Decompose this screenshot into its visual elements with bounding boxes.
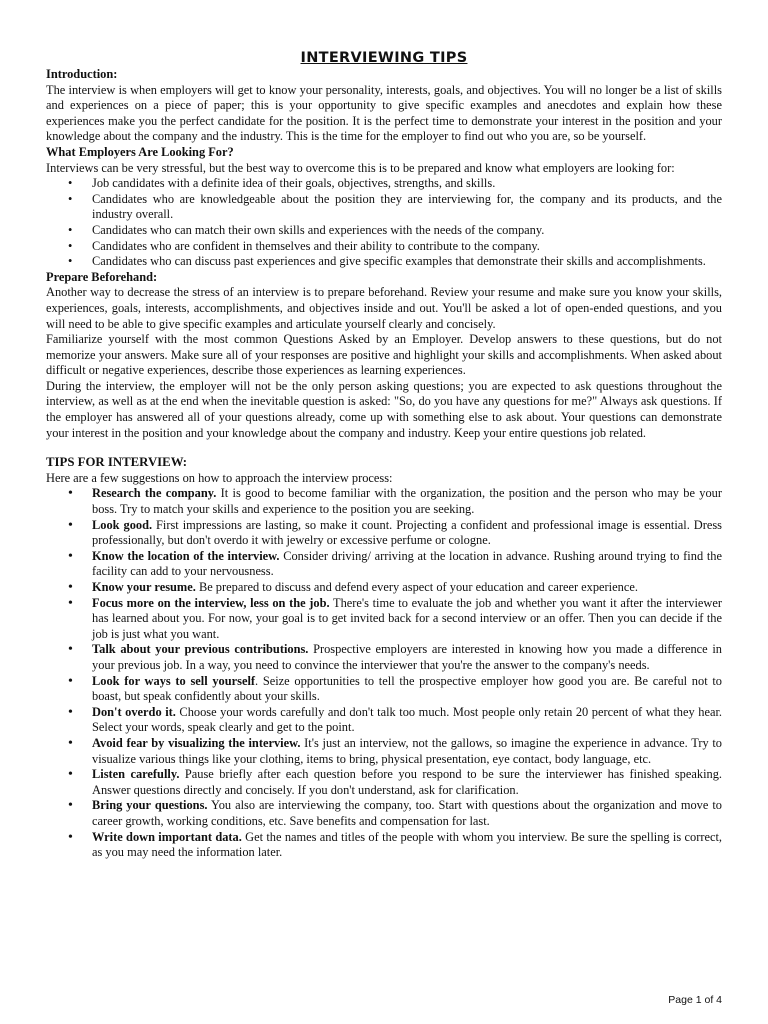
tip-item: [46, 580, 722, 596]
prepare-paragraph: Another way to decrease the stress of an interview is to prepare beforehand. Review your resume and make sure you know your skills, experiences, goals, interests, accomplishments, and objectives inside and out. You'll be asked a lot of open-ended questions, and you will need to be able to give specific examples and articulate yourself clearly and concisely.: [46, 285, 722, 331]
tip-text: First impressions are lasting, so make it count. Projecting a confident and professional image is essential. Dress professionally, but don't overdo it with jewelry or excessive perfume or cologne.: [92, 517, 722, 548]
tip-text: It's just an interview, not the gallows, so imagine the experience in advance. Try to visualize various things like your clothing, items to bring, physical presentation, eye contact, body language, etc.: [92, 735, 723, 766]
employers-paragraph: Interviews can be very stressful, but the best way to overcome this is to be prepared and know what employers are looking for:: [46, 160, 675, 175]
tip-term: Look good.: [92, 517, 153, 532]
tips-heading: TIPS FOR INTERVIEW:: [46, 455, 188, 470]
list-item: • Candidates who are confident in themselves and their ability to contribute to the company.: [46, 239, 722, 255]
page-title: INTERVIEWING TIPS: [300, 50, 468, 66]
prepare-paragraph: During the interview, the employer will not be the only person asking questions; you are expected to ask questions throughout the interview, as well as at the end when the inevitable question is asked: "So, do you have any questions for me?" Always ask questions. If the employer has answered all of your questions already, come up with something else to ask about. Your questions can demonstrate your interest in the position and your knowledge about the company and industry. Keep your entire questions job related.: [46, 378, 722, 440]
tip-text: There's time to evaluate the job and whether you want it after the interviewer has learned about you. For now, your goal is to get invited back for a second interview or an offer. Then you can decide if the job is just what you want.: [92, 595, 722, 641]
tip-item: [46, 549, 722, 580]
tip-item: [46, 830, 722, 861]
tip-item: [46, 596, 722, 643]
tip-text: It is good to become familiar with the organization, the position and the person who may be your boss. Try to match your skills and experience to the position you are seeking.: [92, 486, 722, 517]
tips-intro: Here are a few suggestions on how to approach the interview process:: [46, 470, 393, 485]
tip-item: [46, 518, 722, 549]
tip-text: Choose your words carefully and don't talk too much. Most people only retain 20 percent of what they hear. Select your words, speak clearly and get to the point.: [92, 704, 722, 735]
tip-term: Look for ways to sell yourself: [92, 673, 256, 688]
tip-term: Know the location of the interview.: [92, 548, 280, 563]
tip-item: [46, 486, 722, 517]
prepare-paragraph: Familiarize yourself with the most common Questions Asked by an Employer. Develop answers to these questions, but do not memorize your answers. Make sure all of your responses are positive and highlight your skills and accomplishments. When asked about difficult or negative experiences, describe those experiences as learning experiences.: [46, 332, 722, 378]
tip-text: Get the names and titles of the people with whom you interview. Be sure the spelling is correct, as you may need the information later.: [92, 829, 722, 860]
document-body: [46, 50, 722, 861]
tips-list: [46, 486, 722, 860]
intro-heading: Introduction:: [46, 67, 118, 81]
tip-item: [46, 642, 722, 673]
tip-term: Write down important data.: [92, 829, 242, 844]
tip-item: [46, 767, 722, 798]
page-number: Page 1 of 4: [668, 994, 722, 1006]
list-item: • Job candidates with a definite idea of their goals, objectives, strengths, and skills.: [46, 176, 722, 192]
tip-term: Focus more on the interview, less on the job.: [92, 595, 330, 610]
tip-text: Be prepared to discuss and defend every aspect of your education and career experience.: [195, 580, 638, 594]
employers-heading: What Employers Are Looking For?: [46, 144, 234, 159]
list-item: • Candidates who are knowledgeable about the position they are interviewing for, the company and its products, and the industry overall.: [46, 192, 722, 223]
tip-item: [46, 798, 722, 829]
tip-term: Research the company.: [92, 486, 217, 501]
tip-term: Avoid fear by visualizing the interview.: [92, 735, 301, 750]
tip-text: Pause briefly after each question before you respond to be sure the interviewer has finished speaking. Answer questions directly and concisely. If you don't understand, ask for clarification.: [92, 767, 722, 797]
tip-text: Consider driving/ arriving at the location in advance. Rushing around trying to find the facility can add to your nervousness.: [92, 548, 722, 579]
tip-item: [46, 736, 722, 767]
tip-text: Prospective employers are interested in knowing how you made a difference in your previous job. In a way, you need to convince the interviewer that you're the answer to the company's needs.: [92, 642, 722, 672]
list-item: • Candidates who can discuss past experiences and give specific examples that demonstrate their skills and accomplishments.: [46, 254, 722, 270]
tip-item: [46, 674, 722, 705]
tip-text: . Seize opportunities to tell the prospective employer how good you are. Be careful not to boast, but speak confidently about your skills.: [92, 673, 722, 704]
list-item: • Candidates who can match their own skills and experiences with the needs of the company.: [46, 223, 722, 239]
employers-list: [46, 176, 722, 270]
tip-item: [46, 705, 722, 736]
tip-term: Listen carefully.: [92, 767, 180, 782]
tip-term: Don't overdo it.: [92, 704, 176, 719]
tip-term: Bring your questions.: [92, 798, 208, 813]
tip-term: Know your resume.: [92, 580, 196, 594]
intro-paragraph: The interview is when employers will get to know your personality, interests, goals, and objectives. You will no longer be a list of skills and experiences on a piece of paper; this is your opportunity to give specific examples and anecdotes and explain how these experiences make you the perfect candidate for the position. It is the perfect time to demonstrate your interest in the position and your knowledge about the company and the industry. This is the time for the employer to find out who you are, so be yourself.: [46, 82, 722, 144]
tip-text: You also are interviewing the company, too. Start with questions about the organization and move to career growth, working conditions, etc. Save benefits and compensation for last.: [92, 798, 722, 828]
tip-term: Talk about your previous contributions.: [92, 642, 309, 657]
prepare-heading: Prepare Beforehand:: [46, 269, 158, 284]
